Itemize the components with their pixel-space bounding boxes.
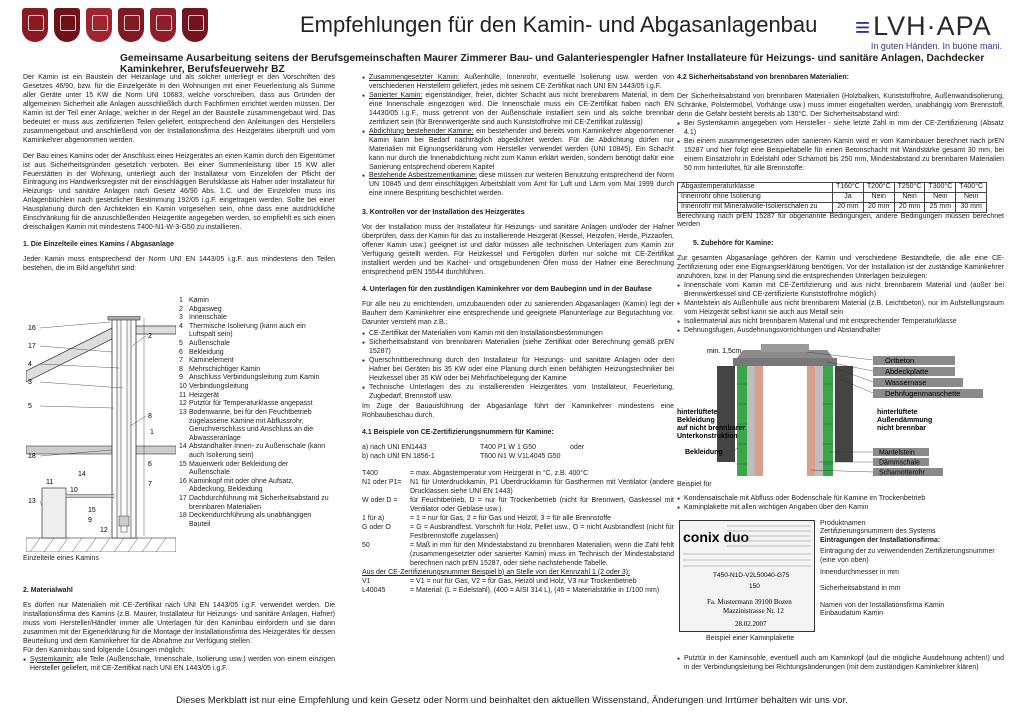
diagram-label: min. 1,5cm: [707, 348, 742, 355]
column-3: [677, 74, 1004, 342]
section-heading-3: 3. Kontrollen vor der Installation des Heizgerätes: [362, 209, 525, 217]
diagram-label: hinterlüftete: [677, 409, 718, 416]
plate-line: 150: [749, 583, 760, 590]
bullet-list: [677, 495, 1004, 513]
list-item: Zertifizierungsnummern des Systems: [820, 528, 936, 536]
diagram-label: Schamotterohr: [879, 469, 925, 476]
logo-tagline: In guten Händen. In buone mani.: [870, 41, 1002, 51]
plate-line: Mazzinistrasse Nr. 12: [723, 607, 784, 615]
logo-name: LVH·APA: [873, 11, 992, 41]
section-heading-2: 2. Materialwahl: [23, 587, 73, 594]
diagram-label: hinterlüftete: [877, 409, 918, 416]
intro-paragraph: Der Kamin ist ein Baustein der Heizanlage und als solcher unterliegt er den Vorschriften des Gesetzes 46/90, bzw. für die Einzelgeräte in den Wohnungen mit einer Feuerleistung als Summe aller Geräte unter 15 KW die Norm UNI 10683, welche vorschreiben, dass aus Gründen der allgemeinen Sicherheit alle Anlagen ausschließlich durch Fachfirmen errichtet werden müssen. Der Kamin ist der Teil einer Anlage, welcher in der Regel an der Baustelle zusammengebaut wird. Das bedeutet er muss aus zertifizierten Teilen geliefert, entsprechend den Anleitungen des Herstellers zusammengebaut und anschließend von der Installationsfirma des Heizgerätes überprüft und vom Kaminkehrer abgenommen werden.: [23, 74, 335, 144]
list-item: Produktnamen: [820, 520, 866, 527]
bullet-list: [362, 74, 674, 199]
crest-icon: [182, 8, 208, 42]
diagram-label: 5: [28, 403, 32, 410]
diagram-label: 9: [88, 517, 92, 524]
list-item: 9 Anschluss Verbindungsleitung zum Kamin: [179, 374, 320, 382]
list-item: 14 Abstandhalter Innen- zu Außenschale (kann auch Isolierung sein): [179, 443, 326, 459]
table-row: Innenrohr mit Mineralwolle-Isolierschalen zu 20 mm 20 mm 20 mm 25 mm 30 mm: [678, 202, 987, 212]
diagram-label: Dehnfugenmanschette: [885, 389, 961, 398]
disclaimer-footer: Dieses Merkblatt ist nur eine Empfehlung und kein Gesetz oder Norm und beinhaltet den aktuellen Wissenstand, Änderungen und Irrtümer behalten wir uns vor.: [176, 695, 848, 706]
diagram-label: 8: [148, 413, 152, 420]
diagram-label: 1: [150, 429, 154, 436]
plate-brand: conix duo: [683, 529, 750, 545]
list-item: ● Kaminplakette mit allen wichtigen Angaben über den Kamin: [684, 504, 1004, 513]
paragraph: Es dürfen nur Materialien mit CE-Zertifikat nach UNI EN 1443/05 i.g.F. verwendet werden. Die Installationsfirma des Kamins (z.B. Maurer, Installateur für Heizungs- und sanitäre Anlagen, Hafner) muss vom Hersteller/Händler immer alle Unterlagen für den Kaminbau einfordern und sie dann zusammen mit der Eigenerklärung für die Montage der Installationsfirma des Heizgerätes für dessen Beurteilung und dem Kaminkehrer für die Abnahme zur Verfügung stellen.: [23, 601, 335, 645]
diagram-label: Bekleidung: [677, 417, 715, 424]
list-item: 2 Abgasweg: [179, 305, 222, 313]
diagram-label: 12: [100, 527, 108, 534]
list-item: Sicherheitsabstand in mm: [820, 585, 901, 593]
plate-legend: [820, 520, 1000, 619]
section-heading-5: 5. Zubehöre für Kamine:: [693, 240, 774, 248]
diagram-label: 11: [46, 479, 54, 486]
last-bullet: [677, 655, 1004, 679]
list-item: 1 Kamin: [179, 297, 209, 304]
list-item: ● Innenschale vom Kamin mit CE-Zertifizierung und aus nicht brennbarem Material und (außer bei Brennwertkessel sind CE-zertifizierte Kunststoffrohre möglich): [684, 282, 1004, 300]
lvh-logo: [855, 13, 1002, 51]
code-row: V1 = V1 = nur für Gas, V2 = für Gas, Heizöl und Holz, V3 nur Trockenbetrieb: [362, 577, 637, 585]
list-item: 3 Innenschale: [179, 314, 227, 322]
bullet-list: [362, 330, 674, 402]
paragraph: Im Zuge der Bauausführung der Abgasanlage führt der Kaminkehrer mindestens eine Rohbaubeschau durch.: [362, 403, 674, 420]
list-item: 17 Dachdurchführung mit Sicherheitsabstand zu brennbaren Materialien: [179, 495, 329, 511]
list-item: 10 Verbindungsleitung: [179, 383, 249, 391]
code-row: W oder D = für Feuchtbetrieb, D = nur für Trockenbetrieb (nicht für Brennwert, Gaskessel mit Ventilator oder Geblase usw.): [362, 497, 674, 514]
list-item: ● Querschnittberechnung durch den Installateur für Heizungs- und sanitäre Anlagen oder den Hafner bei Geräten bis 35 KW oder eine Planung durch einen befähigten Heizungstechniker bei Heizkessel über 35 KW oder bei Mehrfachbelegung der Kamine: [369, 357, 674, 384]
column-2: [362, 74, 674, 596]
list-item: Eintragung der zu verwendenden Zertifizierungsnummer (eine von oben): [820, 548, 995, 564]
paragraph: Beispiel für: [677, 481, 712, 488]
list-item: 7 Kaminelement: [179, 357, 234, 365]
accessories-list: [677, 481, 1004, 519]
list-item: Eintragungen der Installationsfirma:: [820, 536, 941, 544]
list-item: ● Mantelstein als Außenhülle aus nicht brennbarem Material (z.B. Leichtbeton), nur im Aufstellungsraum vom Heizgerät selbst kann sie auch aus Metall sein: [684, 300, 1004, 318]
section-heading-4-1: 4.1 Beispiele von CE-Zertifizierungsnummern für Kamine:: [362, 429, 554, 437]
list-item: ● Technische Unterlagen des zu installierenden Heizgerätes vom Installateur, Feuerleitung, Zugbedarf, Brennstoff usw.: [369, 384, 674, 402]
section-2: [23, 587, 335, 680]
chimney-head-diagram: [677, 344, 995, 476]
bullet-list: [23, 656, 335, 674]
diagram-label: 2: [148, 333, 152, 340]
diagram-label: Unterkonstruktion: [677, 433, 738, 440]
page-title: Empfehlungen für den Kamin- und Abgasanlagenbau: [300, 12, 818, 37]
crest-icon: [22, 8, 48, 42]
list-item: 8 Mehrschichtiger Kamin: [179, 365, 261, 373]
diagram-label: 10: [70, 487, 78, 494]
diagram-label: Wassernase: [885, 378, 927, 387]
list-item: 6 Bekleidung: [179, 348, 224, 356]
table-note: Berechnung nach prEN 15287 für obgenannte Bedingungen, andere Bedingungen müssen berechnet werden: [677, 212, 1004, 229]
list-item: ● Putztür in der Kaminsohle, eventuell auch am Kaminkopf (auf die mögliche Ausdehnung achten!) und in der Verbindungsleitung bei Richtungsänderungen (mit dem zuständigen Kaminkehrer klären): [684, 655, 1004, 673]
bullet-list: [677, 282, 1004, 336]
list-item: ● Bei Systemkamin angegeben vom Hersteller - siehe letzte Zahl in mm der CE-Zertifizierung (Absatz 4.1): [684, 120, 1004, 138]
paragraph: Für den Kaminbau sind folgende Lösungen möglich:: [23, 646, 185, 654]
list-item: ● Zusammengesetzter Kamin: Außenhülle, Innenrohr, eventuelle Isolierung usw. werden von verschiedenen Herstellern geliefert, jedes mit seinem CE-Zertifikat nach UNI EN 1443/05 i.g.F.: [369, 74, 674, 92]
crest-icon: [54, 8, 80, 42]
diagram-label: Mantelstein: [879, 449, 915, 457]
example-b: b) nach UNI EN 1856-1 T600 N1 W V1L4045 G50: [362, 453, 561, 461]
section-heading-4-2: 4.2 Sicherheitsabstand von brennbaren Materialien:: [677, 74, 849, 81]
section-heading-4: 4. Unterlagen für den zuständigen Kaminkehrer vor dem Baubeginn und in der Baufase: [362, 286, 652, 294]
diagram-label: 7: [148, 481, 152, 488]
diagram-label: 4: [28, 361, 32, 368]
paragraph: Der Sicherheitsabstand von brennbaren Materialien (Holzbalken, Kunststoffrohre, Außenwandisolierung, Schränke, Polstermöbel, Vorhänge usw.) muss immer eingehalten werden, unabhängig vom Brennstoff, denn die Gefahr besteht bereits ab 130°C. Der Sicherheitsabstand wird:: [677, 92, 1004, 118]
list-item: 15 Mauerwerk oder Bekleidung der Außenschale: [179, 460, 289, 477]
list-item: ● Isoliermaterial aus nicht brennbarem Material und mit entsprechender Temperaturklasse: [684, 318, 1004, 327]
code-row: T400 = max. Abgastemperatur vom Heizgerät in °C, z.B. 400°C: [362, 470, 589, 478]
guild-crests: [22, 8, 208, 42]
distance-table: [677, 182, 987, 213]
crest-icon: [118, 8, 144, 42]
diagram-label: Dämmschale: [879, 459, 920, 467]
page-subtitle: Gemeinsame Ausarbeitung seitens der Berufsgemeinschaften Maurer Zimmerer Bau- und Galanteriespengler Hafner Installateure für Heizungs- und sanitäre Anlagen, Dachdecker Kaminkehrer, Berufsfeuerwehr BZ: [120, 53, 985, 75]
list-item: 11 Heizgerät: [179, 391, 219, 399]
paragraph: Jeder Kamin muss entsprechend der Norm UNI EN 1443/05 i.g.F. aus mindestens den Teilen bestehen, die im Bild angeführt sind:: [23, 256, 335, 273]
list-item: Namen von der Installationsfirma Kamin: [820, 601, 945, 609]
bullet-list: [677, 120, 1004, 174]
column-1: [23, 74, 335, 281]
list-item: ● Systemkamin: alle Teile (Außenschale, Innenschale, Isolierung usw.) werden von einem einzigen Hersteller geliefert, mit CE-Zertifikat nach UNI EN 1443/05 i.g.F.: [30, 656, 335, 674]
diagram-label: Außendämmung: [877, 417, 933, 424]
code-row: L40045 = Material: (L = Edelstahl), (400 = AISI 314 L), (45 = Materialstärke in 1/100 mm): [362, 586, 660, 594]
logo-chevron-icon: ≡: [854, 11, 871, 42]
diagram-label: Ortbeton: [885, 356, 915, 365]
list-item: ● Bei einem zusammengesetzten oder sanierten Kamin wird er vom Kaminbauer berechnet nach prEN 15287 und hier folgt eine Beispieltabelle für einen Betonschacht mit Wandstärke gesamt 30 mm, bei einem Einsatzrohr in Edelstahl oder Schamott bis 250 mm, Mindestabstand zu brennbaren Materialien 50 mm hinterlüftet, für alle Brennstoffe:: [684, 138, 1004, 174]
list-item: ● Sicherheitsabstand von brennbaren Materialien (siehe Zertifikat oder Berechnung gemäß prEN 15287): [369, 339, 674, 357]
list-item: ● CE-Zertifikat der Materialien vom Kamin mit den Installationsbestimmungen: [369, 330, 674, 339]
crest-icon: [150, 8, 176, 42]
list-item: 4 Thermische Isolierung (kann auch ein Luftspalt sein): [179, 322, 306, 339]
diagram-label: Bekleidung: [685, 449, 723, 456]
diagram-label: 15: [88, 507, 96, 514]
list-item: ● Kondensatschale mit Abfluss oder Bodenschale für Kamine im Trockenbetrieb: [684, 495, 1004, 504]
diagram-label: auf nicht brennbarer: [677, 425, 746, 432]
diagram-label: 13: [28, 498, 36, 505]
code-row: 1 für a) = 1 = nur für Gas, 2 = für Gas und Heizöl, 3 = für alle Brennstoffe: [362, 514, 612, 522]
list-item: 13 Bodenwanne, bei für den Feuchtbetrieb zugelassene Kamine mit Abflussrohr, Geruchverschluss und Anschluss an die Abwasseranlage: [179, 408, 314, 442]
diagram-label: 16: [28, 325, 36, 332]
list-item: 12 Putztür für Temperaturklasse angepasst: [179, 400, 313, 408]
bullet-list: [677, 655, 1004, 673]
diagram-label: nicht brennbar: [877, 425, 927, 432]
diagram-label: Abdeckplatte: [885, 367, 929, 376]
list-item: Innendurchmesser in mm: [820, 568, 899, 576]
diagram-label: 18: [28, 453, 36, 460]
list-item: ● Abdichtung bestehender Kamine: ein bestehender und bereits vom Kaminkehrer abgenommener Kamin kann bei Bedarf nachträglich abgedichtet werden. Für die Abdichtung dürfen nur Materialien mit Eignungserklärung vom Hersteller verwendet werden (UNI 10845). Ein Schacht kann nur durch die Innenabdichtung nicht zum Kamin erklärt werden, sondern benötigt dafür eine Sanierung entsprechend oberem Kapitel: [369, 128, 674, 173]
diagram-label: 17: [28, 343, 36, 350]
list-item: 5 Außenschale: [179, 340, 230, 348]
plate-line: T450-N1D-V2L50040-G75: [713, 572, 790, 579]
list-item: 16 Kaminkopf mit oder ohne Aufsatz, Abdeckung, Bekleidung: [179, 477, 294, 494]
parts-list: [179, 297, 329, 529]
list-item: ● Bestehende Asbestzementkamine: diese müssen zur weiteren Benutzung entsprechend der Norm UN 10845 und dem einschlägigen Arbeitsblatt vom Arnt für Luft und Lärm vom Mai 1999 durch eine innere Bespritung beschichtet werden.: [369, 172, 674, 199]
example-a: a) nach UNI EN1443 T400 P1 W 1 G50 oder: [362, 444, 585, 452]
table-row: Innenrohr ohne Isolierung Ja Nein Nein Nein Nein: [678, 192, 987, 202]
plate-line: Fa. Mustermann 39100 Bozen: [707, 598, 792, 606]
section-heading-1: 1. Die Einzelteile eines Kamins / Abgasanlage: [23, 241, 175, 249]
example-2-heading: Aus der CE-Zertifizierungsnummer Beispiel b) an Stelle von der Kennzahl 1 (2 oder 3):: [362, 568, 631, 576]
paragraph: Für alle neu zu errichtenden, umzubauenden oder zu sanierenden Abgasanlagen (Kamin) legt der Bauherr dem Kaminkehrer eine entsprechende und geeignete Planunterlage zur Begutachtung vor. Darunter versteht man z.B.:: [362, 300, 674, 326]
list-item: 18 Deckendurchführung als unabhängigen Bauteil: [179, 512, 312, 528]
plate-caption: Beispiel einer Kaminplakette: [706, 635, 795, 642]
chimney-plate-image: [679, 520, 815, 632]
list-item: ● Dehnungsfugen, Ausdehnungsvorrichtungen und Abstandhalter: [684, 327, 1004, 336]
list-item: Einbaudatum Kamin: [820, 610, 884, 618]
paragraph: Vor der Installation muss der Installateur für Heizungs- und sanitäre Anlagen und/oder der Hafner überprüfen, dass der Kamin für das zu installierende Heizgerät (Kessel, Heizofen, Herde, Pizzaofen, offener Kamin usw.) geeignet ist und dafür müssen alle technischen Unterlagen zum Kamin zur Verfügung gestellt werden. Für Heizkessel und Fertigöfen dürfen nur solche mit CE-Zertifikat installiert werden und bei Kachel- und ortsgebundenen Öfen muss der Hafner eine Berechnung entsprechend prEN 15544 durchführen.: [362, 224, 674, 277]
paragraph: Zur gesamten Abgasanlage gehören der Kamin und verschiedene Bestandteile, die alle eine CE-Zertifizierung oder eine Eignungserklärung benötigen. Vor der Installation ist der zuständige Kaminkehrer anzuhören, bzw. in der Planung sind die entsprechenden Unterlagen beizulegen:: [677, 255, 1004, 281]
plate-line: 28.02.2007: [735, 620, 767, 628]
code-row: 50 = Maß in mm für den Mindestabstand zu brennbaren Materialien, wenn die Zahl fehlt (zusammengesetzter oder sanierter Kamin) muss im Technisch der Mindestabstand berechnen nach prEN 15287, oder siehe nachstehende Tabelle.: [362, 541, 674, 567]
chimney-diagram: [26, 316, 176, 552]
diagram-label: 6: [148, 461, 152, 468]
diagram-label: 14: [78, 471, 86, 478]
list-item: ● Sanierter Kamin: eigenständiger, freier, dichter Schacht aus nicht brennbarem Material, in dem eine Innenschale eingezogen wird. Die Innenschale muss ein CE-Zertifikat haben nach EN 14430/05 i.g.F., muss getrennt von der Außenschale installiert sein und als solche brennbar zertifiziert sein (für Brennwertgeräte sind auch Kunststoffrohre mit CE-Zertifikat zulässig): [369, 92, 674, 128]
figure-caption: Einzelteile eines Kamins: [23, 555, 99, 562]
code-row: G oder O = G = Ausbrandfest, Vorschrift für Holz, Pellet usw., O = nicht Ausbrandfest (nicht für Festbrennstoffe zugelassen): [362, 523, 674, 540]
crest-icon: [86, 8, 112, 42]
table-header-row: Abgastemperaturklasse T160°C T200°C T250°C T300°C T400°C: [678, 182, 987, 192]
paragraph: Der Bau eines Kamins oder der Anschluss eines Heizgerätes an einen Kamin durch den Eigentümer ist aus Sicherheitsgründen gesetzlich verboten. Bei einer Summenleistung über 15 KW aller Feuerstätten in der Wohnung, unterliegt auch der Installateur vom Einzelofen der Pflicht der Eintragung ins Handwerksregister mit der einschlägigen Berufsklasse als Hafner oder Installateur für Heizungs- und sanitäre Anlagen nach Gesetz 46/90 Abs. 1.C. und der Einzelofen muss ins Anlagenbüchlein nach gesetzlicher Bestimmung 192/05 i.g.F. eingetragen werden. Sollte bei einer Hausplanung durch den Architekten ein Kamin vorgesehen sein, ohne dass eine ausdrückliche Einschränkung für die anzuschließenden Heizgeräte angegeben werden, so empfiehlt es sich einen dreischaligen Kamin mit mindestens T400-N1-W-3-G50 zu installieren.: [23, 152, 335, 232]
code-row: N1 oder P1= N1 für Unterdruckkamin, P1 Überdruckkamin für Gasthermen mit Ventilator (andere Drucklassen siehe UNI EN 1443): [362, 479, 674, 496]
diagram-label: 3: [28, 379, 32, 386]
